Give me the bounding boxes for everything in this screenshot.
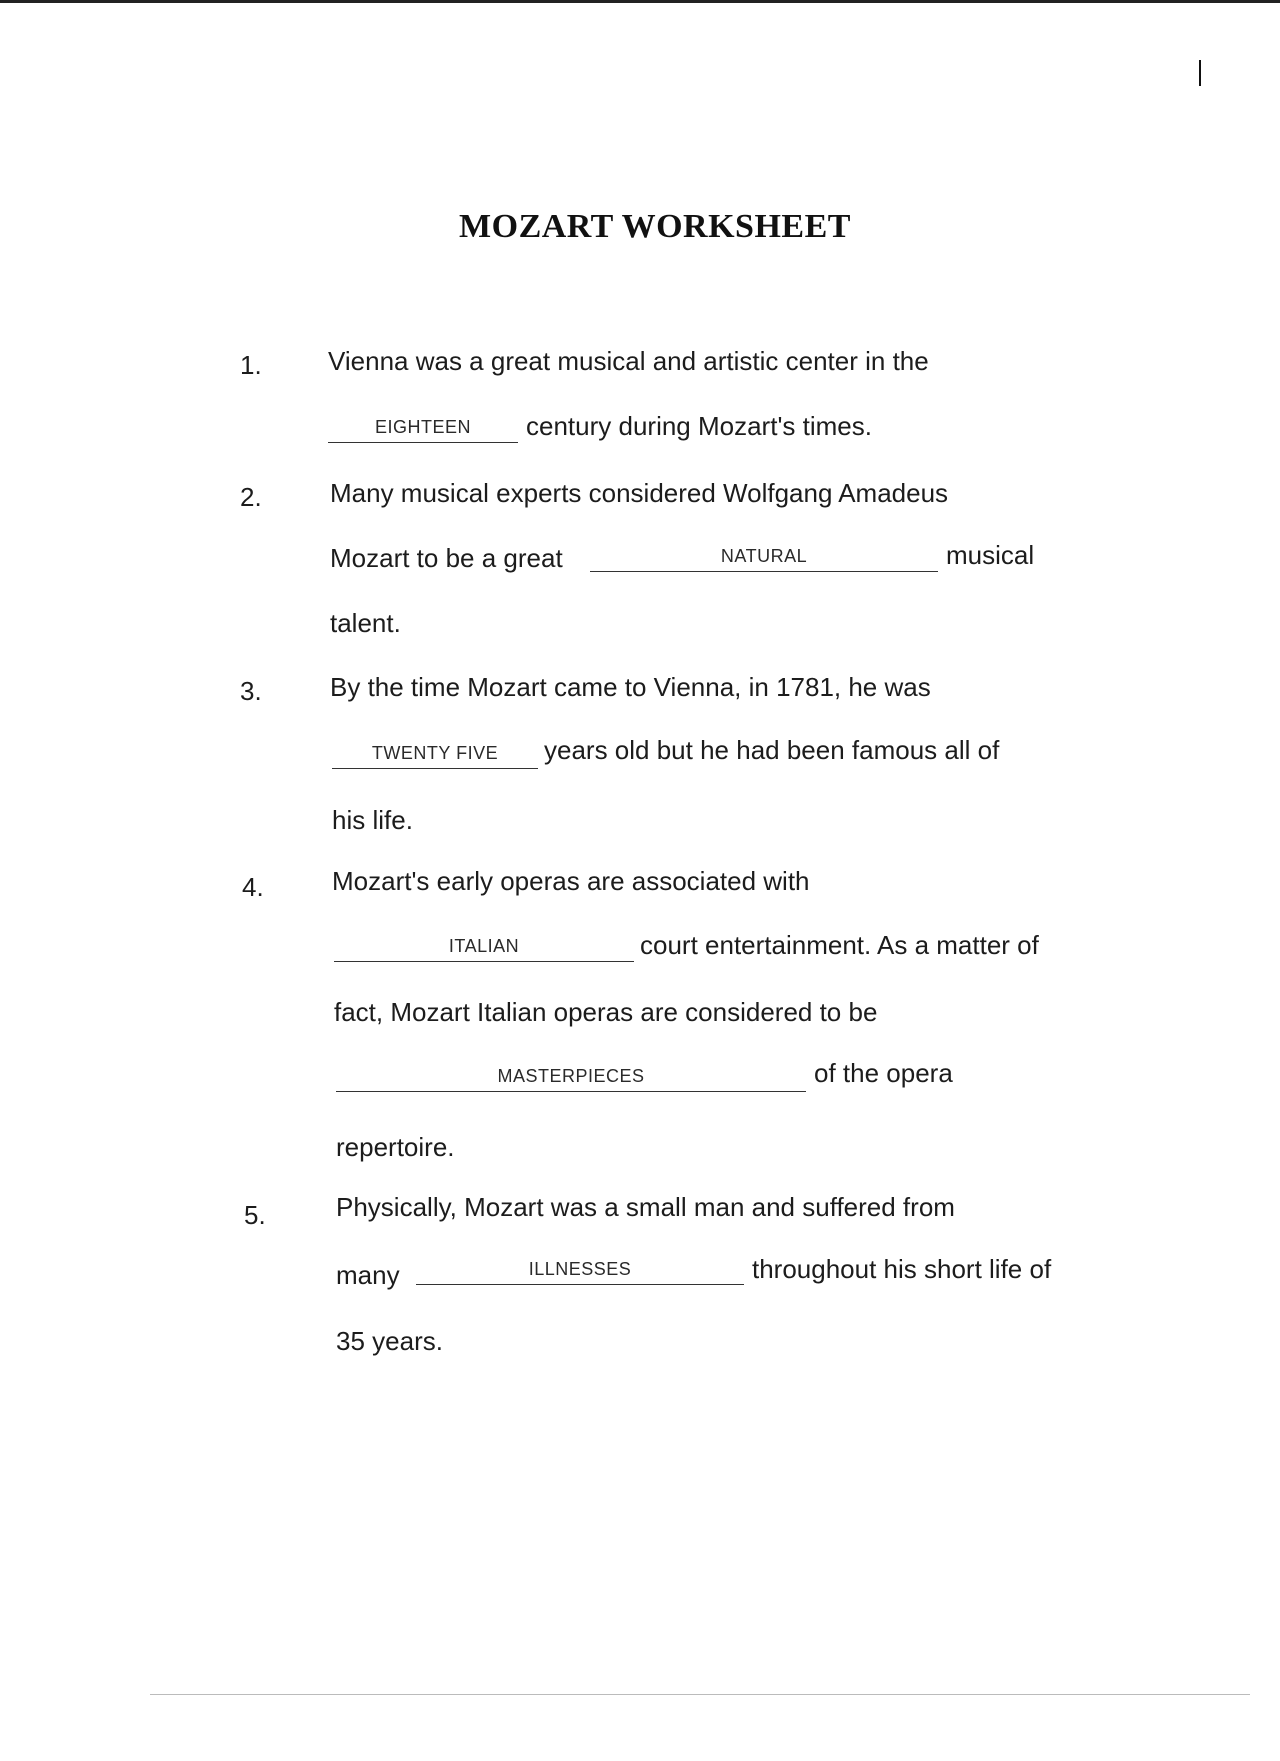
question-text: fact, Mozart Italian operas are considered to be — [334, 997, 878, 1027]
question-text: repertoire. — [336, 1132, 455, 1162]
question-text: talent. — [330, 608, 401, 638]
question-text: throughout his short life of — [752, 1254, 1052, 1284]
question-text: court entertainment. As a matter of — [640, 930, 1039, 960]
question-text: Many musical experts considered Wolfgang Amadeus — [330, 478, 949, 508]
question-number: 2. — [240, 482, 262, 512]
worksheet-title: MOZART WORKSHEET — [459, 208, 851, 245]
question-text: Vienna was a great musical and artistic center in the — [328, 346, 929, 376]
answer-blank[interactable] — [332, 738, 538, 769]
question-text: 35 years. — [336, 1326, 443, 1356]
question-text: years old but he had been famous all of — [544, 735, 1000, 765]
question-text: Mozart's early operas are associated with — [332, 866, 810, 896]
answer-text: ITALIAN — [448, 936, 520, 956]
page-top-edge — [0, 0, 1280, 3]
answer-blank[interactable] — [590, 541, 938, 572]
question-text: his life. — [332, 805, 413, 835]
question-number: 5. — [244, 1200, 266, 1230]
bottom-divider — [150, 1694, 1250, 1695]
answer-text: MASTERPIECES — [497, 1066, 645, 1086]
question-text: Mozart to be a great — [330, 543, 563, 573]
question-number: 3. — [240, 676, 262, 706]
question-number: 1. — [240, 350, 262, 380]
question-text: many — [336, 1260, 400, 1290]
answer-blank[interactable] — [334, 931, 634, 962]
answer-text: NATURAL — [720, 546, 808, 566]
answer-text: ILLNESSES — [528, 1259, 632, 1279]
question-number: 4. — [242, 872, 264, 902]
answer-blank[interactable] — [336, 1061, 806, 1092]
answer-blank[interactable] — [328, 412, 518, 443]
answer-text: TWENTY FIVE — [371, 743, 499, 763]
question-text: By the time Mozart came to Vienna, in 1781, he was — [330, 672, 931, 702]
question-text: Physically, Mozart was a small man and suffered from — [336, 1192, 955, 1222]
answer-blank[interactable] — [416, 1254, 744, 1285]
answer-text: EIGHTEEN — [374, 417, 471, 437]
question-text: century during Mozart's times. — [526, 411, 872, 441]
margin-mark — [1199, 60, 1201, 86]
question-text: musical — [946, 540, 1035, 570]
question-text: of the opera — [814, 1058, 953, 1088]
